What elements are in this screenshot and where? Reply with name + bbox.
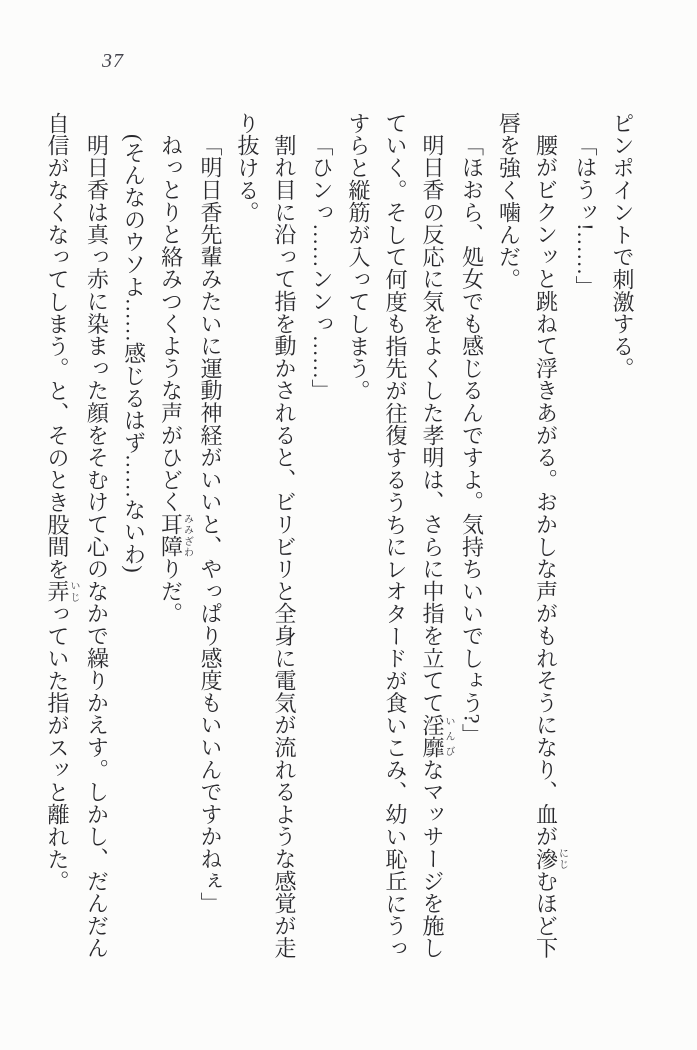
- furigana-annotation: 弄いじ: [45, 580, 79, 603]
- page-number: 37: [102, 50, 124, 72]
- text-line: 「明日香先輩みたいに運動神経がいいと、やっぱり感度もいいんですかねぇ」: [198, 134, 223, 915]
- text-line: すらと縦筋が入ってしまう。: [346, 112, 371, 402]
- text-line: り抜ける。: [235, 112, 260, 224]
- furigana-annotation: 滲にじ: [533, 847, 568, 870]
- text-line: ピンポイントで刺激する。: [610, 112, 635, 380]
- furigana-annotation: 淫靡いんび: [420, 713, 454, 759]
- text-line: ねっとりと絡みつくような声がひどく耳障みみざわりだ。: [158, 134, 193, 625]
- text-line: (そんなのウソよ……感じるはず……ないわ): [121, 134, 147, 573]
- text-line: 明日香の反応に気をよくした孝明は、さらに中指を立てて淫靡いんびなマッサージを施し: [420, 134, 454, 960]
- text-line: 「ひンっ……ンンっ……」: [309, 134, 334, 402]
- text-line: 腰がビクンッと跳ねて浮きあがる。おかしな声がもれそうになり、血が滲にじむほど下: [533, 134, 568, 960]
- text-line: 自信がなくなってしまう。と、そのとき股間を弄いじっていた指がスッと離れた。: [45, 112, 79, 893]
- text-line: 明日香は真っ赤に染まった顔をそむけて心のなかで繰りかえす。しかし、だんだん: [84, 134, 110, 960]
- text-line: 割れ目に沿って指を動かされると、ビリビリと全身に電気が流れるような感覚が走: [272, 134, 297, 960]
- text-line: ていく。そして何度も指先が往復するうちにレオタードが食いこみ、幼い恥丘にうっ: [383, 112, 408, 960]
- vertical-text-block: [39, 112, 641, 960]
- furigana-annotation: 耳障みみざわ: [158, 513, 193, 558]
- text-line: 「ほおら、処女でも感じるんですよ。気持ちいいでしょう?」: [459, 134, 485, 747]
- text-line: 唇を強く噛んだ。: [496, 112, 522, 291]
- text-line: 「はうッ!……」: [573, 134, 598, 298]
